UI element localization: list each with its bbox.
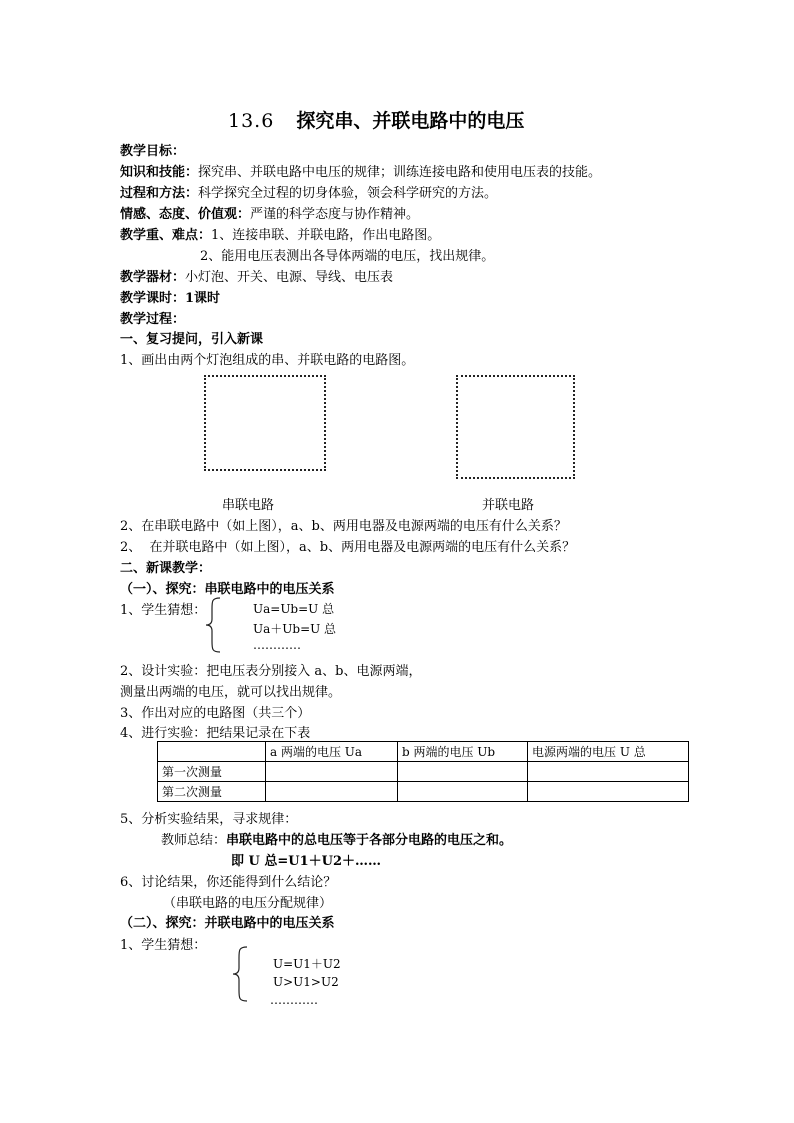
knowledge-text: 探究串、并联电路中电压的规律；训练连接电路和使用电压表的技能。	[198, 165, 602, 180]
equipment-text: 小灯泡、开关、电源、导线、电压表	[185, 270, 394, 285]
discuss-note: （串联电路的电压分配规律）	[163, 896, 333, 911]
equipment-line	[120, 266, 393, 285]
table-row	[158, 762, 689, 782]
design-line-1: 2、设计实验：把电压表分别接入 a、b、电源两端，	[120, 664, 422, 679]
process-label: 过程和方法：	[120, 186, 199, 201]
key-point-2: 2、能用电压表测出各导体两端的电压，找出规律。	[200, 249, 495, 264]
hours-line	[120, 287, 220, 306]
table-cell	[398, 782, 528, 802]
discuss-line: 6、讨论结果，你还能得到什么结论？	[120, 875, 337, 890]
table-cell	[398, 762, 528, 782]
process-line	[120, 182, 497, 201]
p-guess-1: U=U1＋U2	[273, 957, 341, 971]
part1-heading: （一）、探究：串联电路中的电压关系	[120, 582, 335, 597]
guess-brace-icon	[204, 597, 224, 653]
parallel-caption: 并联电路	[482, 498, 535, 513]
analysis-line: 5、分析实验结果，寻求规律：	[120, 812, 298, 827]
table-cell: 第二次测量	[158, 782, 266, 802]
table-header-cell: 电源两端的电压 U 总	[528, 742, 689, 762]
guess-1: Ua=Ub=U 总	[253, 602, 335, 616]
review-q2: 2、在串联电路中（如上图），a、b、两用电器及电源两端的电压有什么关系？	[120, 519, 567, 534]
key-points-label: 教学重、难点：	[120, 228, 212, 243]
hours-label: 教学课时：	[120, 291, 186, 306]
results-table	[157, 741, 689, 802]
table-header-row	[158, 742, 689, 762]
series-caption: 串联电路	[222, 498, 275, 513]
review-heading: 一、复习提问，引入新课	[120, 332, 264, 347]
guess-label: 1、学生猜想：	[120, 603, 207, 618]
table-cell	[266, 782, 398, 802]
guess-dots: …………	[253, 638, 301, 652]
part2-heading: （二）、探究：并联电路中的电压关系	[120, 916, 335, 931]
teacher-label: 教师总结：	[161, 833, 227, 848]
section-number: 13.6	[228, 110, 275, 132]
attitude-line	[120, 203, 419, 222]
review-q3: 2、 在并联电路中（如上图），a、b、两用电器及电源两端的电压有什么关系？	[120, 540, 576, 555]
series-circuit-box	[204, 375, 326, 471]
table-cell	[528, 762, 689, 782]
formula: 即 U 总=U1＋U2＋……	[231, 854, 382, 869]
attitude-label: 情感、态度、价值观：	[120, 207, 251, 222]
experiment-line: 4、进行实验：把结果记录在下表	[120, 726, 311, 741]
table-header-cell: b 两端的电压 Ub	[398, 742, 528, 762]
key-points-line	[120, 224, 440, 243]
table-cell: 第一次测量	[158, 762, 266, 782]
hours-text: 1课时	[185, 291, 221, 306]
table-header-cell	[158, 742, 266, 762]
new-lesson-heading: 二、新课教学：	[120, 561, 212, 576]
knowledge-line	[120, 161, 601, 180]
page-title	[228, 106, 524, 133]
table-header-cell: a 两端的电压 Ua	[266, 742, 398, 762]
attitude-text: 严谨的科学态度与协作精神。	[250, 207, 420, 222]
p-guess-2: U>U1>U2	[273, 975, 339, 989]
review-q1: 1、画出由两个灯泡组成的串、并联电路的电路图。	[120, 353, 415, 368]
parallel-circuit-box	[456, 375, 575, 479]
design-line-2: 测量出两端的电压，就可以找出规律。	[120, 685, 342, 700]
diagram-line: 3、作出对应的电路图（共三个）	[120, 706, 311, 721]
process-heading: 教学过程：	[120, 312, 186, 327]
title-text: 探究串、并联电路中的电压	[296, 110, 525, 132]
table-row	[158, 782, 689, 802]
goals-heading: 教学目标：	[120, 144, 186, 159]
knowledge-label: 知识和技能：	[120, 165, 199, 180]
process-text: 科学探究全过程的切身体验，领会科学研究的方法。	[198, 186, 498, 201]
key-point-1: 1、连接串联、并联电路，作出电路图。	[211, 228, 441, 243]
table-cell	[266, 762, 398, 782]
teacher-summary	[161, 829, 512, 848]
p-guess-brace-icon	[231, 946, 251, 1002]
table-cell	[528, 782, 689, 802]
guess-2: Ua＋Ub=U 总	[253, 622, 337, 636]
p-guess-dots: …………	[270, 993, 318, 1007]
teacher-text: 串联电路中的总电压等于各部分电路的电压之和。	[226, 833, 513, 848]
equipment-label: 教学器材：	[120, 270, 186, 285]
guess2-label: 1、学生猜想：	[120, 938, 207, 953]
